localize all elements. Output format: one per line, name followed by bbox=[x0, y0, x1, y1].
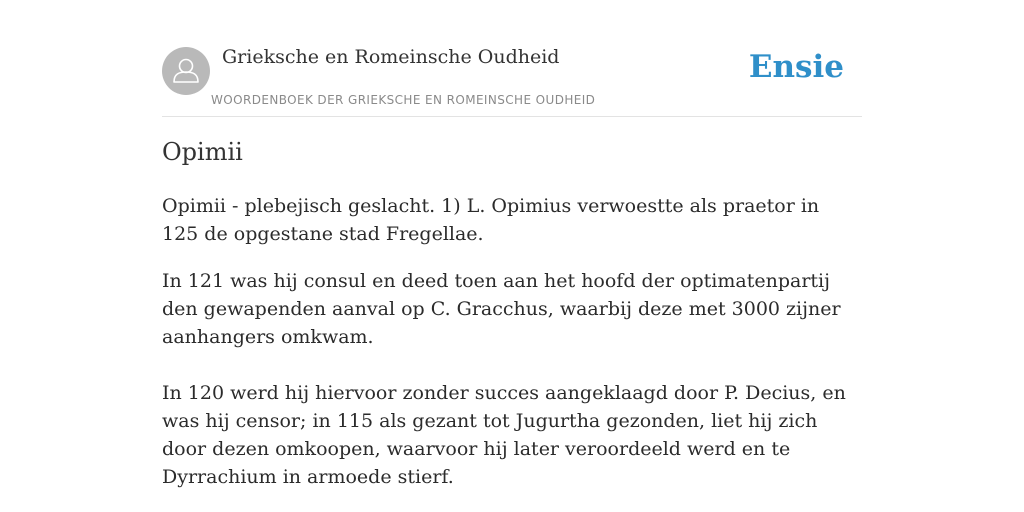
user-silhouette-icon bbox=[162, 47, 210, 95]
entry-paragraph-1: Opimii - plebejisch geslacht. 1) L. Opimius verwoestte als praetor in 125 de opgestane stad Fregellae. bbox=[162, 195, 820, 245]
source-title[interactable]: Grieksche en Romeinsche Oudheid bbox=[222, 46, 560, 68]
paragraph-spacer bbox=[162, 351, 852, 379]
entry-paragraph-3: In 120 werd hij hiervoor zonder succes aangeklaagd door P. Decius, en was hij censor; in 115 als gezant tot Jugurtha gezonden, liet hij zich door dezen omkoopen, waarvoor hij later veroordeeld werd en te Dyrrachium in armoede stierf. bbox=[162, 382, 846, 488]
brand-logo[interactable]: Ensie bbox=[748, 49, 844, 85]
source-avatar[interactable] bbox=[162, 47, 210, 95]
source-subtitle[interactable]: WOORDENBOEK DER GRIEKSCHE EN ROMEINSCHE OUDHEID bbox=[211, 93, 596, 107]
entry-paragraph-2: In 121 was hij consul en deed toen aan het hoofd der optimatenpartij den gewapenden aanval op C. Gracchus, waarbij deze met 3000 zijner aanhangers omkwam. bbox=[162, 270, 841, 348]
entry-title: Opimii bbox=[162, 138, 243, 166]
header bbox=[162, 44, 862, 117]
entry-body bbox=[162, 192, 852, 491]
